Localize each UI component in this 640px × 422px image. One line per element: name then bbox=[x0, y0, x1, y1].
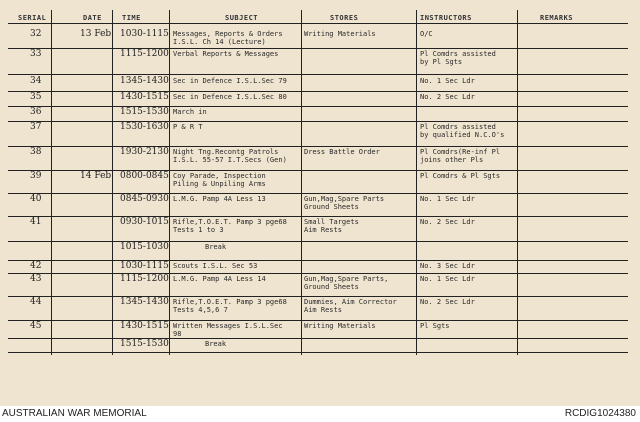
cell-subject: Rifle,T.O.E.T. Pamp 3 pge68 Tests 1 to 3 bbox=[173, 218, 287, 234]
cell-subject: Written Messages I.S.L.Sec 98 bbox=[173, 322, 283, 338]
bleed-through-text bbox=[0, 355, 640, 395]
row-rule bbox=[8, 320, 628, 321]
header-serial: SERIAL bbox=[18, 14, 47, 22]
cell-time: 1530-1630 bbox=[120, 122, 169, 132]
cell-date: 13 Feb bbox=[80, 29, 112, 39]
cell-serial: 45 bbox=[30, 321, 42, 331]
cell-subject: Scouts I.S.L. Sec 53 bbox=[173, 262, 258, 270]
cell-instructors: Pl Comdrs & Pl Sgts bbox=[420, 172, 501, 180]
cell-time: 1030-1115 bbox=[120, 29, 169, 39]
column-rule bbox=[51, 10, 52, 355]
cell-serial: 37 bbox=[30, 122, 42, 132]
header-date: DATE bbox=[83, 14, 102, 22]
cell-time: 1430-1515 bbox=[120, 92, 169, 102]
row-rule bbox=[8, 273, 628, 274]
cell-time: 1345-1430 bbox=[120, 297, 169, 307]
header-time: TIME bbox=[122, 14, 141, 22]
row-rule bbox=[8, 146, 628, 147]
cell-time: 0930-1015 bbox=[120, 217, 169, 227]
row-rule bbox=[8, 48, 628, 49]
cell-stores: Dress Battle Order bbox=[304, 148, 380, 156]
cell-subject: Sec in Defence I.S.L.Sec 79 bbox=[173, 77, 287, 85]
cell-date: 14 Feb bbox=[80, 171, 112, 181]
cell-subject: Rifle,T.O.E.T. Pamp 3 pge68 Tests 4,5,6 7 bbox=[173, 298, 287, 314]
row-rule bbox=[8, 241, 628, 242]
row-rule bbox=[8, 352, 628, 353]
row-rule bbox=[8, 260, 628, 261]
cell-serial: 42 bbox=[30, 261, 42, 271]
cell-stores: Writing Materials bbox=[304, 322, 376, 330]
row-rule bbox=[8, 91, 628, 92]
column-rule bbox=[416, 10, 417, 355]
row-rule bbox=[8, 296, 628, 297]
cell-subject: Sec in Defence I.S.L.Sec 80 bbox=[173, 93, 287, 101]
cell-instructors: No. 2 Sec Ldr bbox=[420, 298, 475, 306]
column-rule bbox=[112, 10, 113, 355]
cell-time: 1930-2130 bbox=[120, 147, 169, 157]
header-subject: SUBJECT bbox=[225, 14, 259, 22]
cell-instructors: No. 2 Sec Ldr bbox=[420, 93, 475, 101]
cell-stores: Dummies, Aim Corrector Aim Rests bbox=[304, 298, 397, 314]
cell-serial: 33 bbox=[30, 49, 42, 59]
cell-instructors: No. 3 Sec Ldr bbox=[420, 262, 475, 270]
cell-time: 1015-1030 bbox=[120, 242, 169, 252]
header-instructors: INSTRUCTORS bbox=[420, 14, 472, 22]
cell-subject: Messages, Reports & Orders I.S.L. Ch 14 (Lecture) bbox=[173, 30, 283, 46]
cell-time: 1430-1515 bbox=[120, 321, 169, 331]
cell-serial: 32 bbox=[30, 29, 42, 39]
cell-serial: 40 bbox=[30, 194, 42, 204]
header-remarks: REMARKS bbox=[540, 14, 574, 22]
cell-subject: Coy Parade, Inspection Piling & Unpiling Arms bbox=[173, 172, 266, 188]
cell-stores: Gun,Mag,Spare Parts Ground Sheets bbox=[304, 195, 385, 211]
header-stores: STORES bbox=[330, 14, 359, 22]
cell-stores: Writing Materials bbox=[304, 30, 376, 38]
cell-instructors: No. 1 Sec Ldr bbox=[420, 275, 475, 283]
cell-instructors: Pl Sgts bbox=[420, 322, 450, 330]
column-rule bbox=[301, 10, 302, 355]
cell-subject: L.M.G. Pamp 4A Less 14 bbox=[173, 275, 266, 283]
cell-serial: 39 bbox=[30, 171, 42, 181]
row-rule bbox=[8, 216, 628, 217]
cell-stores: Gun,Mag,Spare Parts, Ground Sheets bbox=[304, 275, 389, 291]
row-rule bbox=[8, 106, 628, 107]
cell-serial: 41 bbox=[30, 217, 42, 227]
cell-serial: 38 bbox=[30, 147, 42, 157]
cell-instructors: No. 1 Sec Ldr bbox=[420, 77, 475, 85]
cell-serial: 35 bbox=[30, 92, 42, 102]
cell-subject: Night Tng.Recontg Patrols I.S.L. 55-57 I.T.Secs (Gen) bbox=[173, 148, 287, 164]
cell-time: 1115-1200 bbox=[120, 274, 169, 284]
cell-subject: L.M.G. Pamp 4A Less 13 bbox=[173, 195, 266, 203]
footer-credit: AUSTRALIAN WAR MEMORIAL bbox=[2, 408, 147, 419]
cell-subject: Verbal Reports & Messages bbox=[173, 50, 279, 58]
cell-time: 1115-1200 bbox=[120, 49, 169, 59]
cell-instructors: No. 1 Sec Ldr bbox=[420, 195, 475, 203]
cell-subject: Break bbox=[205, 243, 227, 251]
row-rule bbox=[8, 74, 628, 75]
cell-serial: 44 bbox=[30, 297, 42, 307]
cell-instructors: Pl Comdrs(Re-inf Pl joins other Pls bbox=[420, 148, 501, 164]
cell-time: 1515-1530 bbox=[120, 107, 169, 117]
cell-time: 1030-1115 bbox=[120, 261, 169, 271]
cell-instructors: Pl Comdrs assisted by Pl Sgts bbox=[420, 50, 496, 66]
cell-instructors: No. 2 Sec Ldr bbox=[420, 218, 475, 226]
cell-time: 1515-1530 bbox=[120, 339, 169, 349]
cell-subject: P & R T bbox=[173, 123, 203, 131]
cell-time: 0845-0930 bbox=[120, 194, 169, 204]
cell-instructors: Pl Comdrs assisted by qualified N.C.O's bbox=[420, 123, 505, 139]
cell-serial: 34 bbox=[30, 76, 42, 86]
cell-subject: March in bbox=[173, 108, 207, 116]
cell-time: 1345-1430 bbox=[120, 76, 169, 86]
footer bbox=[0, 406, 640, 422]
cell-instructors: O/C bbox=[420, 30, 433, 38]
column-rule bbox=[517, 10, 518, 355]
cell-serial: 36 bbox=[30, 107, 42, 117]
cell-subject: Break bbox=[205, 340, 227, 348]
column-rule bbox=[169, 10, 170, 355]
footer-id: RCDIG1024380 bbox=[564, 408, 636, 419]
row-rule bbox=[8, 121, 628, 122]
row-rule bbox=[8, 193, 628, 194]
cell-serial: 43 bbox=[30, 274, 42, 284]
cell-time: 0800-0845 bbox=[120, 171, 169, 181]
row-rule bbox=[8, 338, 628, 339]
cell-stores: Small Targets Aim Rests bbox=[304, 218, 359, 234]
header-rule bbox=[8, 23, 628, 24]
